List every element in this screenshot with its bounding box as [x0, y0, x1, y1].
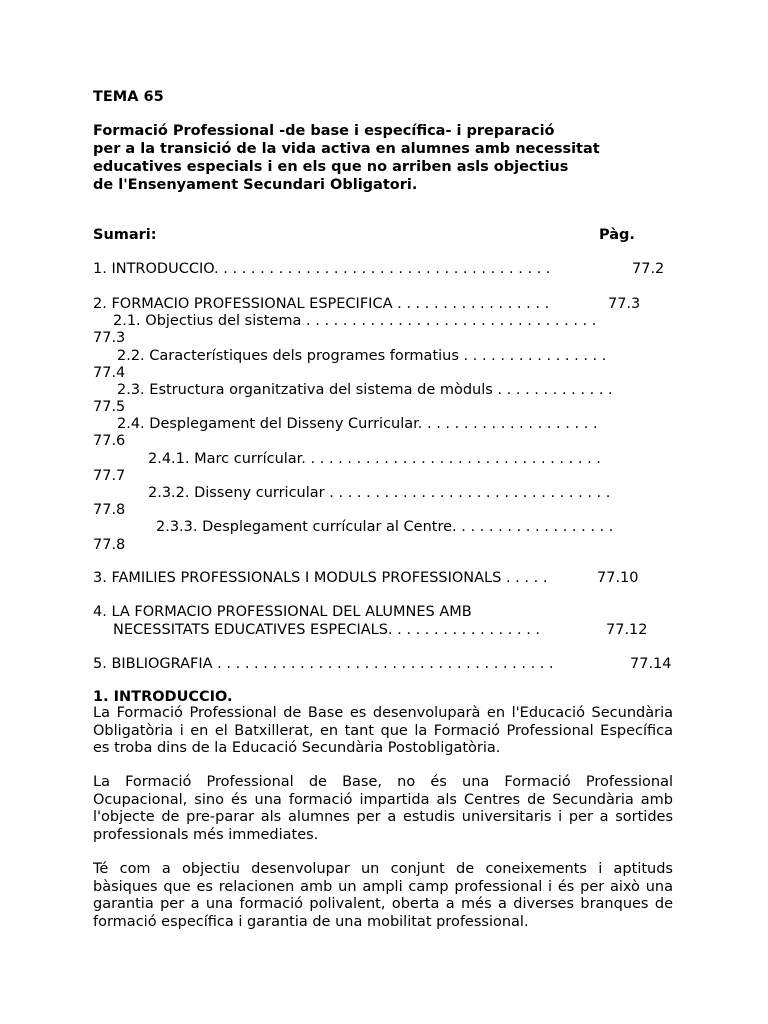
toc-entry-1: 1. INTRODUCCIO. . . . . . . . . . . . . . . . . . . . . . . . . . . . . . . . . . . . .: [93, 261, 551, 277]
toc-entry-2-1: 2.1. Objectius del sistema . . . . . . . . . . . . . . . . . . . . . . . . . . . . . . . .: [113, 313, 597, 329]
title-line-4: de l'Ensenyament Secundari Obligatori.: [93, 177, 418, 193]
toc-page-4: 77.12: [606, 622, 648, 638]
pag-label: Pàg.: [599, 227, 635, 243]
toc-entry-2-3-2: 2.3.2. Disseny curricular . . . . . . . . . . . . . . . . . . . . . . . . . . . . . . .: [148, 485, 611, 501]
toc-entry-3: 3. FAMILIES PROFESSIONALS I MODULS PROFESSIONALS . . . . .: [93, 570, 548, 586]
title-line-2: per a la transició de la vida activa en alumnes amb necessitat: [93, 141, 600, 157]
toc-entry-2: 2. FORMACIO PROFESSIONAL ESPECIFICA . . . . . . . . . . . . . . . . .: [93, 296, 550, 312]
toc-entry-4: 4. LA FORMACIO PROFESSIONAL DEL ALUMNES AMB: [93, 604, 472, 620]
toc-page-3: 77.10: [597, 570, 639, 586]
toc-page-2: 77.3: [608, 296, 641, 312]
toc-page-2-3: 77.5: [93, 399, 126, 415]
toc-entry-5: 5. BIBLIOGRAFIA . . . . . . . . . . . . . . . . . . . . . . . . . . . . . . . . . . . . .: [93, 656, 554, 672]
toc-page-2-2: 77.4: [93, 365, 126, 381]
toc-entry-4-cont: NECESSITATS EDUCATIVES ESPECIALS. . . . . . . . . . . . . . . . .: [113, 622, 541, 638]
paragraph-2: La Formació Professional de Base, no és una Formació Professional Ocupacional, sino és una formació impartida als Centres de Secundària amb l'objecte de pre-parar als alumnes per a estudis universitaris i per a sortides professionals més immediates.: [93, 774, 673, 843]
toc-page-2-4: 77.6: [93, 433, 126, 449]
toc-page-5: 77.14: [630, 656, 672, 672]
paragraph-3: Té com a objectiu desenvolupar un conjunt de coneixements i aptituds bàsiques que es relacionen amb un ampli camp professional i és per això una garantia per a una formació polivalent, oberta a més a diverses branques de formació específica i garantia de una mobilitat professional.: [93, 861, 673, 930]
toc-entry-2-2: 2.2. Característiques dels programes formatius . . . . . . . . . . . . . . . .: [117, 348, 607, 364]
title-line-1: Formació Professional -de base i específica- i preparació: [93, 123, 555, 139]
sumari-label: Sumari:: [93, 227, 157, 243]
toc-page-1: 77.2: [632, 261, 665, 277]
tema-label: TEMA 65: [93, 89, 164, 105]
toc-page-2-4-1: 77.7: [93, 468, 126, 484]
toc-entry-2-3: 2.3. Estructura organitzativa del sistema de mòduls . . . . . . . . . . . . .: [117, 382, 613, 398]
section-heading: 1. INTRODUCCIO.: [93, 689, 233, 705]
toc-entry-2-4-1: 2.4.1. Marc currícular. . . . . . . . . . . . . . . . . . . . . . . . . . . . . . . . .: [148, 451, 601, 467]
title-line-3: educatives especials i en els que no arriben asls objectius: [93, 159, 569, 175]
toc-entry-2-4: 2.4. Desplegament del Disseny Curricular. . . . . . . . . . . . . . . . . . . .: [117, 416, 598, 432]
paragraph-1: La Formació Professional de Base es desenvoluparà en l'Educació Secundària Obligatòria i en el Batxillerat, en tant que la Formació Professional Específica es troba dins de la Educació Secundària Postobligatòria.: [93, 705, 673, 756]
toc-page-2-3-3: 77.8: [93, 537, 126, 553]
toc-page-2-1: 77.3: [93, 330, 126, 346]
toc-page-2-3-2: 77.8: [93, 502, 126, 518]
toc-entry-2-3-3: 2.3.3. Desplegament currícular al Centre. . . . . . . . . . . . . . . . . .: [156, 519, 614, 535]
